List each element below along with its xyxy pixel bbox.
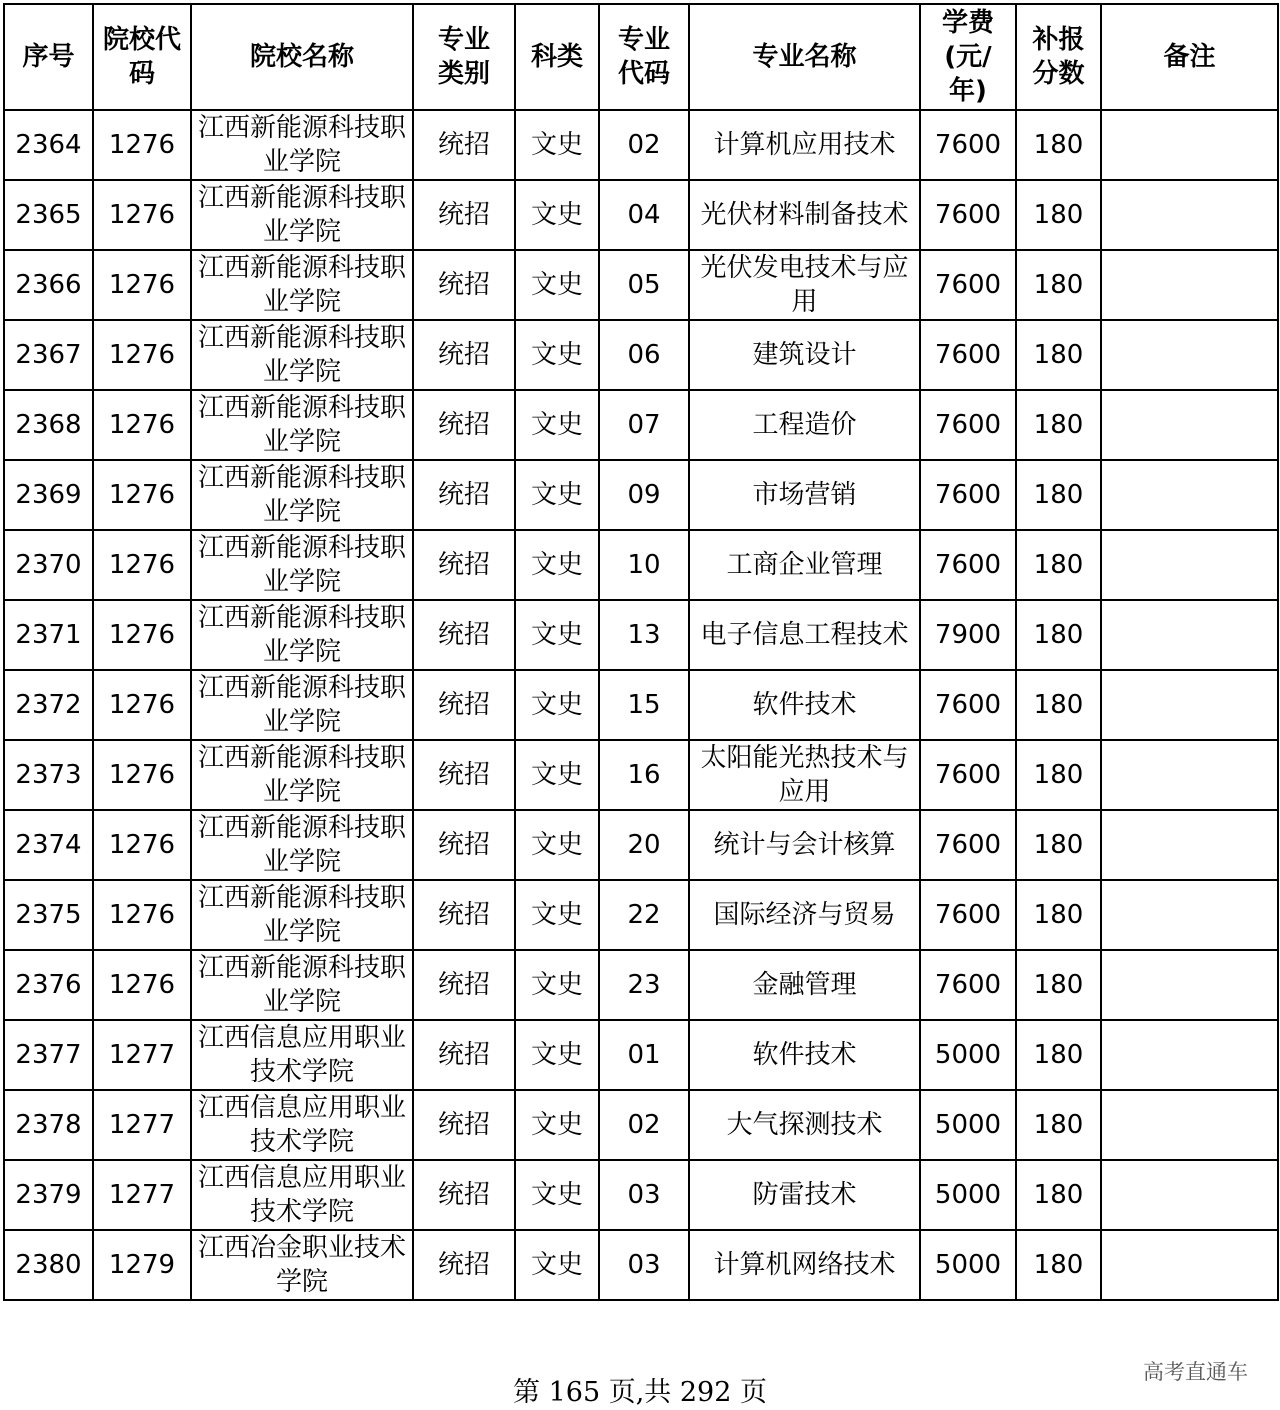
cell-major-code: 09 — [599, 460, 689, 530]
cell-subject: 文史 — [515, 250, 599, 320]
cell-tuition: 7600 — [920, 530, 1016, 600]
cell-major-code: 02 — [599, 1090, 689, 1160]
cell-school-name: 江西信息应用职业技术学院 — [191, 1020, 413, 1090]
cell-tuition: 5000 — [920, 1160, 1016, 1230]
cell-major-code: 20 — [599, 810, 689, 880]
cell-seq: 2366 — [4, 250, 93, 320]
cell-subject: 文史 — [515, 530, 599, 600]
table-body — [4, 110, 1278, 1300]
cell-major-name: 工程造价 — [689, 390, 920, 460]
cell-remarks — [1101, 670, 1278, 740]
cell-school-name: 江西新能源科技职业学院 — [191, 250, 413, 320]
header-school-code — [93, 4, 191, 110]
cell-remarks — [1101, 1090, 1278, 1160]
cell-tuition: 7600 — [920, 180, 1016, 250]
cell-subject: 文史 — [515, 1230, 599, 1300]
cell-major-code: 01 — [599, 1020, 689, 1090]
cell-major-type: 统招 — [413, 950, 515, 1020]
cell-remarks — [1101, 810, 1278, 880]
cell-school-code: 1276 — [93, 180, 191, 250]
cell-major-name: 工商企业管理 — [689, 530, 920, 600]
table-row — [4, 810, 1278, 880]
cell-major-type: 统招 — [413, 460, 515, 530]
header-remarks — [1101, 4, 1278, 110]
cell-seq: 2371 — [4, 600, 93, 670]
cell-remarks — [1101, 600, 1278, 670]
cell-subject: 文史 — [515, 740, 599, 810]
header-school-name — [191, 4, 413, 110]
cell-tuition: 7600 — [920, 810, 1016, 880]
cell-subject: 文史 — [515, 390, 599, 460]
cell-school-code: 1276 — [93, 530, 191, 600]
cell-seq: 2364 — [4, 110, 93, 180]
cell-remarks — [1101, 740, 1278, 810]
cell-score: 180 — [1016, 1090, 1101, 1160]
cell-school-name: 江西新能源科技职业学院 — [191, 180, 413, 250]
table-row — [4, 1090, 1278, 1160]
cell-seq: 2367 — [4, 320, 93, 390]
cell-major-name: 太阳能光热技术与应用 — [689, 740, 920, 810]
cell-tuition: 7600 — [920, 460, 1016, 530]
table-row — [4, 180, 1278, 250]
table-row — [4, 880, 1278, 950]
cell-school-code: 1276 — [93, 110, 191, 180]
cell-major-type: 统招 — [413, 1020, 515, 1090]
cell-tuition: 5000 — [920, 1020, 1016, 1090]
cell-seq: 2376 — [4, 950, 93, 1020]
cell-school-code: 1276 — [93, 810, 191, 880]
table-row — [4, 390, 1278, 460]
table-row — [4, 670, 1278, 740]
header-text: (元/ — [944, 42, 992, 72]
cell-major-name: 光伏材料制备技术 — [689, 180, 920, 250]
cell-tuition: 7600 — [920, 110, 1016, 180]
cell-tuition: 7600 — [920, 880, 1016, 950]
header-major-code — [599, 4, 689, 110]
cell-remarks — [1101, 180, 1278, 250]
header-text: 院校代 — [102, 25, 181, 55]
header-tuition — [920, 4, 1016, 110]
cell-subject: 文史 — [515, 1090, 599, 1160]
cell-subject: 文史 — [515, 880, 599, 950]
header-text: 学费 — [941, 8, 994, 38]
table-row — [4, 950, 1278, 1020]
cell-school-name: 江西新能源科技职业学院 — [191, 530, 413, 600]
cell-seq: 2368 — [4, 390, 93, 460]
cell-score: 180 — [1016, 250, 1101, 320]
cell-school-code: 1276 — [93, 740, 191, 810]
cell-school-code: 1276 — [93, 950, 191, 1020]
header-seq — [4, 4, 93, 110]
cell-major-code: 04 — [599, 180, 689, 250]
cell-tuition: 7600 — [920, 740, 1016, 810]
cell-tuition: 7900 — [920, 600, 1016, 670]
cell-major-type: 统招 — [413, 1090, 515, 1160]
cell-major-code: 22 — [599, 880, 689, 950]
header-major-type — [413, 4, 515, 110]
cell-major-code: 23 — [599, 950, 689, 1020]
cell-score: 180 — [1016, 670, 1101, 740]
cell-major-code: 13 — [599, 600, 689, 670]
cell-subject: 文史 — [515, 1160, 599, 1230]
header-major-name — [689, 4, 920, 110]
cell-subject: 文史 — [515, 1020, 599, 1090]
cell-major-code: 07 — [599, 390, 689, 460]
header-text: 年) — [949, 76, 987, 106]
cell-major-code: 10 — [599, 530, 689, 600]
table-row — [4, 530, 1278, 600]
cell-score: 180 — [1016, 1230, 1101, 1300]
cell-score: 180 — [1016, 740, 1101, 810]
cell-major-type: 统招 — [413, 180, 515, 250]
header-text: 专业名称 — [752, 42, 857, 72]
cell-score: 180 — [1016, 530, 1101, 600]
cell-subject: 文史 — [515, 950, 599, 1020]
cell-school-name: 江西信息应用职业技术学院 — [191, 1090, 413, 1160]
cell-remarks — [1101, 530, 1278, 600]
cell-major-name: 防雷技术 — [689, 1160, 920, 1230]
cell-major-type: 统招 — [413, 530, 515, 600]
cell-major-name: 软件技术 — [689, 670, 920, 740]
cell-tuition: 5000 — [920, 1230, 1016, 1300]
cell-major-code: 16 — [599, 740, 689, 810]
cell-major-type: 统招 — [413, 880, 515, 950]
cell-remarks — [1101, 250, 1278, 320]
cell-subject: 文史 — [515, 810, 599, 880]
header-text: 序号 — [22, 42, 75, 72]
header-text: 补报 — [1032, 25, 1085, 55]
cell-remarks — [1101, 390, 1278, 460]
cell-score: 180 — [1016, 460, 1101, 530]
cell-subject: 文史 — [515, 110, 599, 180]
cell-major-code: 06 — [599, 320, 689, 390]
cell-major-type: 统招 — [413, 740, 515, 810]
cell-remarks — [1101, 880, 1278, 950]
page-number: 第 165 页,共 292 页 — [513, 1377, 767, 1408]
cell-school-name: 江西新能源科技职业学院 — [191, 320, 413, 390]
cell-major-type: 统招 — [413, 320, 515, 390]
cell-major-name: 金融管理 — [689, 950, 920, 1020]
cell-school-name: 江西新能源科技职业学院 — [191, 740, 413, 810]
cell-remarks — [1101, 110, 1278, 180]
table-row — [4, 1160, 1278, 1230]
cell-major-type: 统招 — [413, 1230, 515, 1300]
cell-score: 180 — [1016, 110, 1101, 180]
header-text: 分数 — [1032, 59, 1085, 89]
cell-school-code: 1276 — [93, 320, 191, 390]
cell-school-name: 江西新能源科技职业学院 — [191, 950, 413, 1020]
header-text: 备注 — [1163, 42, 1216, 72]
cell-major-type: 统招 — [413, 110, 515, 180]
cell-score: 180 — [1016, 950, 1101, 1020]
cell-major-code: 03 — [599, 1230, 689, 1300]
table-row — [4, 1230, 1278, 1300]
header-text: 科类 — [530, 42, 583, 72]
cell-school-code: 1276 — [93, 460, 191, 530]
cell-school-code: 1276 — [93, 880, 191, 950]
cell-subject: 文史 — [515, 180, 599, 250]
cell-seq: 2380 — [4, 1230, 93, 1300]
cell-seq: 2374 — [4, 810, 93, 880]
cell-major-code: 03 — [599, 1160, 689, 1230]
cell-school-name: 江西信息应用职业技术学院 — [191, 1160, 413, 1230]
cell-seq: 2369 — [4, 460, 93, 530]
cell-school-code: 1276 — [93, 600, 191, 670]
cell-seq: 2372 — [4, 670, 93, 740]
watermark: 高考直通车 — [1143, 1360, 1248, 1384]
cell-school-code: 1276 — [93, 670, 191, 740]
cell-school-name: 江西新能源科技职业学院 — [191, 390, 413, 460]
table-row — [4, 320, 1278, 390]
cell-major-name: 软件技术 — [689, 1020, 920, 1090]
cell-school-code: 1276 — [93, 250, 191, 320]
cell-remarks — [1101, 460, 1278, 530]
cell-subject: 文史 — [515, 600, 599, 670]
cell-score: 180 — [1016, 1160, 1101, 1230]
cell-score: 180 — [1016, 390, 1101, 460]
cell-score: 180 — [1016, 600, 1101, 670]
cell-major-type: 统招 — [413, 810, 515, 880]
cell-score: 180 — [1016, 810, 1101, 880]
cell-school-name: 江西新能源科技职业学院 — [191, 810, 413, 880]
cell-school-name: 江西新能源科技职业学院 — [191, 600, 413, 670]
admission-table — [3, 3, 1279, 1301]
header-text: 专业 — [437, 25, 490, 55]
cell-remarks — [1101, 1230, 1278, 1300]
cell-seq: 2373 — [4, 740, 93, 810]
cell-school-name: 江西冶金职业技术学院 — [191, 1230, 413, 1300]
cell-seq: 2375 — [4, 880, 93, 950]
cell-school-name: 江西新能源科技职业学院 — [191, 110, 413, 180]
header-subject — [515, 4, 599, 110]
cell-major-code: 05 — [599, 250, 689, 320]
cell-major-name: 电子信息工程技术 — [689, 600, 920, 670]
cell-tuition: 7600 — [920, 320, 1016, 390]
cell-major-name: 大气探测技术 — [689, 1090, 920, 1160]
cell-remarks — [1101, 320, 1278, 390]
table-row — [4, 1020, 1278, 1090]
cell-seq: 2378 — [4, 1090, 93, 1160]
cell-school-code: 1277 — [93, 1090, 191, 1160]
cell-seq: 2379 — [4, 1160, 93, 1230]
cell-score: 180 — [1016, 880, 1101, 950]
cell-major-type: 统招 — [413, 390, 515, 460]
cell-school-code: 1276 — [93, 390, 191, 460]
cell-major-name: 光伏发电技术与应用 — [689, 250, 920, 320]
table-row — [4, 740, 1278, 810]
cell-school-code: 1279 — [93, 1230, 191, 1300]
cell-school-code: 1277 — [93, 1160, 191, 1230]
cell-major-type: 统招 — [413, 670, 515, 740]
cell-tuition: 7600 — [920, 250, 1016, 320]
cell-major-name: 国际经济与贸易 — [689, 880, 920, 950]
cell-major-code: 15 — [599, 670, 689, 740]
cell-major-name: 计算机网络技术 — [689, 1230, 920, 1300]
cell-major-type: 统招 — [413, 1160, 515, 1230]
table-row — [4, 250, 1278, 320]
cell-seq: 2365 — [4, 180, 93, 250]
header-score — [1016, 4, 1101, 110]
cell-score: 180 — [1016, 320, 1101, 390]
cell-tuition: 7600 — [920, 390, 1016, 460]
cell-school-name: 江西新能源科技职业学院 — [191, 880, 413, 950]
table-row — [4, 600, 1278, 670]
header-text: 类别 — [437, 59, 490, 89]
cell-subject: 文史 — [515, 460, 599, 530]
header-row — [4, 4, 1278, 110]
cell-tuition: 7600 — [920, 950, 1016, 1020]
header-text: 院校名称 — [249, 42, 354, 72]
cell-major-type: 统招 — [413, 250, 515, 320]
cell-school-name: 江西新能源科技职业学院 — [191, 670, 413, 740]
cell-remarks — [1101, 1160, 1278, 1230]
header-text: 码 — [128, 59, 155, 89]
cell-tuition: 5000 — [920, 1090, 1016, 1160]
cell-seq: 2370 — [4, 530, 93, 600]
header-text: 代码 — [617, 59, 670, 89]
cell-major-name: 市场营销 — [689, 460, 920, 530]
cell-tuition: 7600 — [920, 670, 1016, 740]
cell-score: 180 — [1016, 1020, 1101, 1090]
header-text: 专业 — [617, 25, 670, 55]
cell-major-name: 计算机应用技术 — [689, 110, 920, 180]
table-row — [4, 110, 1278, 180]
table-row — [4, 460, 1278, 530]
cell-remarks — [1101, 950, 1278, 1020]
cell-major-type: 统招 — [413, 600, 515, 670]
cell-seq: 2377 — [4, 1020, 93, 1090]
cell-major-name: 统计与会计核算 — [689, 810, 920, 880]
cell-school-code: 1277 — [93, 1020, 191, 1090]
cell-school-name: 江西新能源科技职业学院 — [191, 460, 413, 530]
cell-remarks — [1101, 1020, 1278, 1090]
cell-subject: 文史 — [515, 670, 599, 740]
cell-major-code: 02 — [599, 110, 689, 180]
cell-major-name: 建筑设计 — [689, 320, 920, 390]
cell-score: 180 — [1016, 180, 1101, 250]
cell-subject: 文史 — [515, 320, 599, 390]
